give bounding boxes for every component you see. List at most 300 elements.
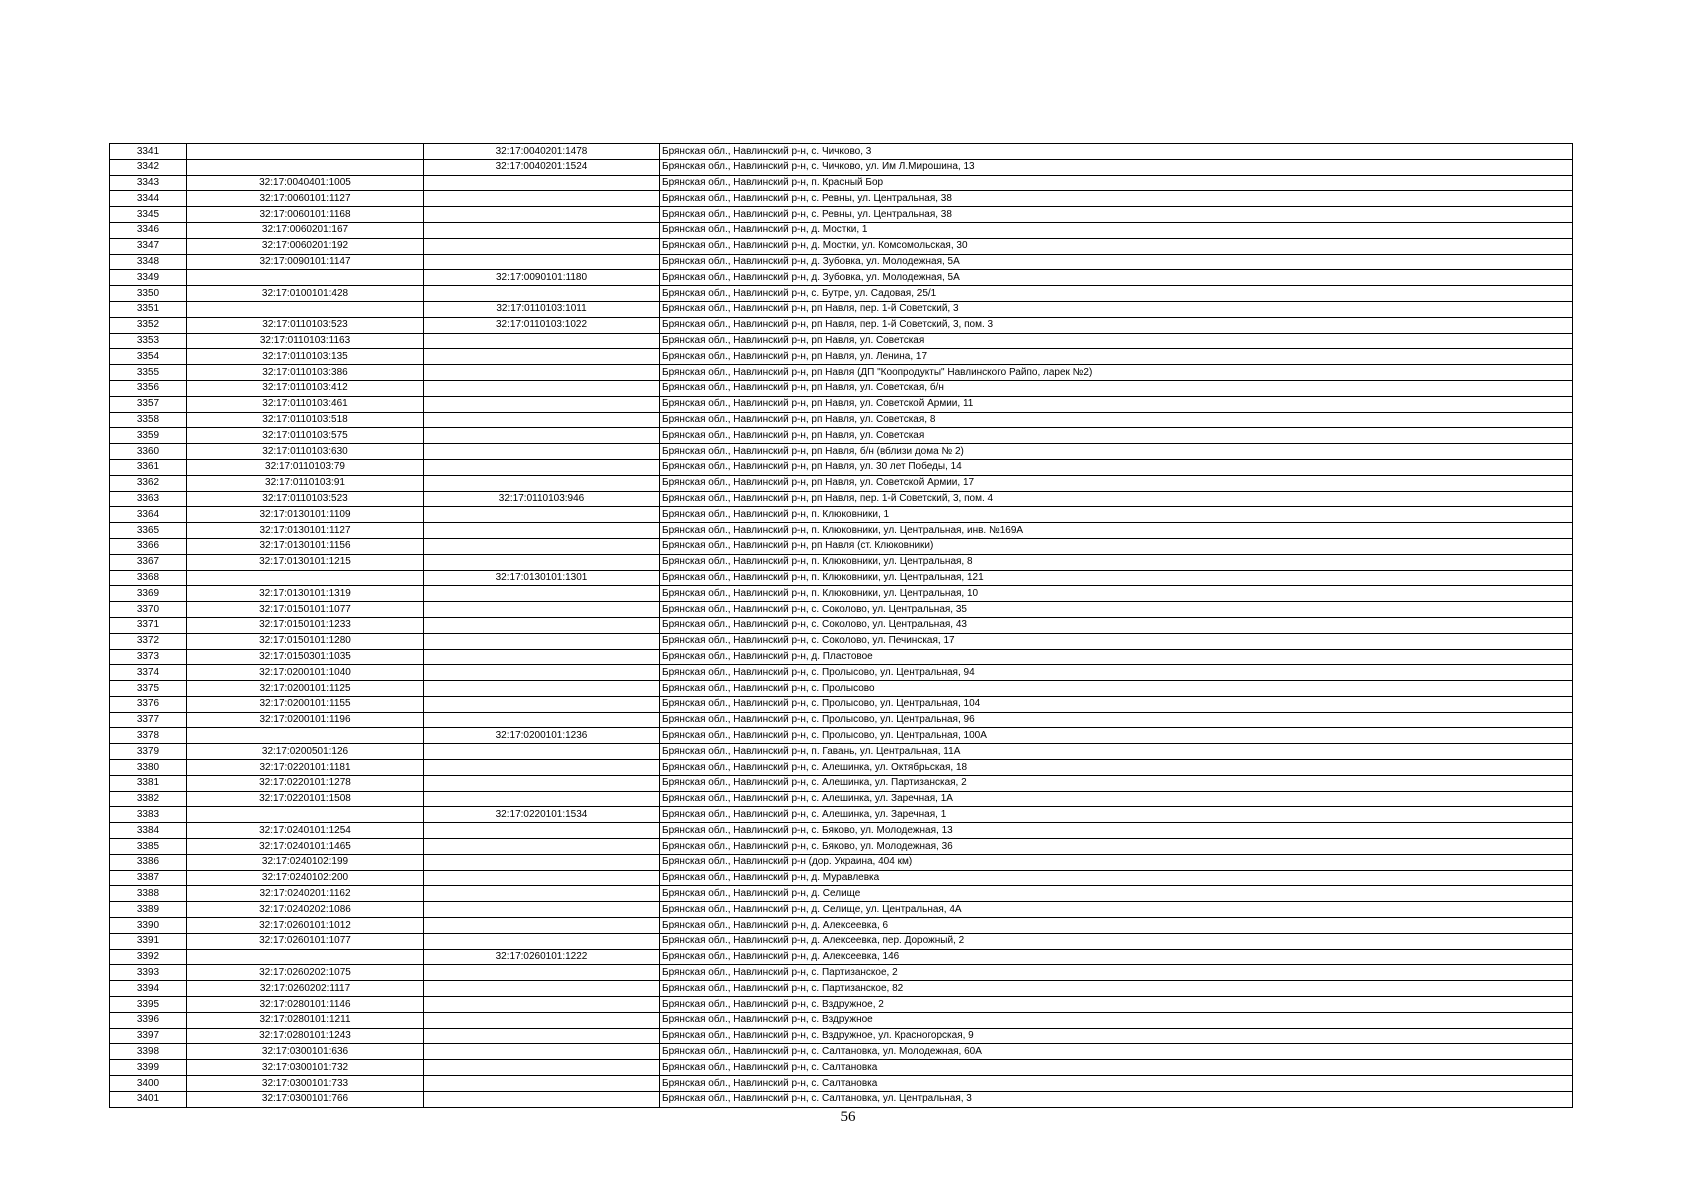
row-number-cell: 3401 <box>110 1091 187 1107</box>
cadastral-number-cell: 32:17:0110103:386 <box>187 365 424 381</box>
cadastral-number-cell: 32:17:0150101:1280 <box>187 633 424 649</box>
table-row <box>110 333 1573 349</box>
related-cadastral-number-cell <box>424 870 660 886</box>
table-row <box>110 444 1573 460</box>
cadastral-number-cell <box>187 270 424 286</box>
row-number-cell: 3344 <box>110 191 187 207</box>
cadastral-number-cell: 32:17:0220101:1278 <box>187 775 424 791</box>
row-number-cell: 3365 <box>110 523 187 539</box>
table-row <box>110 254 1573 270</box>
cadastral-number-cell: 32:17:0040401:1005 <box>187 175 424 191</box>
address-cell: Брянская обл., Навлинский р-н, д. Алексеевка, 146 <box>660 949 1573 965</box>
table-row <box>110 412 1573 428</box>
row-number-cell: 3371 <box>110 617 187 633</box>
address-cell: Брянская обл., Навлинский р-н, с. Вздружное, 2 <box>660 997 1573 1013</box>
cadastral-number-cell: 32:17:0280101:1211 <box>187 1012 424 1028</box>
table-row <box>110 301 1573 317</box>
cadastral-number-cell: 32:17:0110103:575 <box>187 428 424 444</box>
address-cell: Брянская обл., Навлинский р-н, рп Навля (ДП "Коопродукты" Навлинского Райпо, ларек №2) <box>660 365 1573 381</box>
address-cell: Брянская обл., Навлинский р-н, рп Навля (ст. Клюковники) <box>660 538 1573 554</box>
cadastral-number-cell <box>187 159 424 175</box>
cadastral-number-cell: 32:17:0200501:126 <box>187 744 424 760</box>
row-number-cell: 3398 <box>110 1044 187 1060</box>
address-cell: Брянская обл., Навлинский р-н, п. Гавань, ул. Центральная, 11А <box>660 744 1573 760</box>
related-cadastral-number-cell <box>424 886 660 902</box>
row-number-cell: 3350 <box>110 286 187 302</box>
related-cadastral-number-cell <box>424 207 660 223</box>
address-cell: Брянская обл., Навлинский р-н, п. Клюковники, ул. Центральная, инв. №169А <box>660 523 1573 539</box>
table-row <box>110 349 1573 365</box>
related-cadastral-number-cell <box>424 602 660 618</box>
related-cadastral-number-cell <box>424 744 660 760</box>
address-cell: Брянская обл., Навлинский р-н, д. Алексеевка, пер. Дорожный, 2 <box>660 933 1573 949</box>
related-cadastral-number-cell <box>424 1091 660 1107</box>
related-cadastral-number-cell <box>424 444 660 460</box>
table-row <box>110 981 1573 997</box>
related-cadastral-number-cell <box>424 681 660 697</box>
row-number-cell: 3372 <box>110 633 187 649</box>
related-cadastral-number-cell <box>424 428 660 444</box>
related-cadastral-number-cell <box>424 902 660 918</box>
cadastral-number-cell: 32:17:0130101:1127 <box>187 523 424 539</box>
table-row <box>110 870 1573 886</box>
address-cell: Брянская обл., Навлинский р-н, с. Чичково, 3 <box>660 144 1573 160</box>
table-row <box>110 507 1573 523</box>
address-cell: Брянская обл., Навлинский р-н, с. Соколово, ул. Центральная, 35 <box>660 602 1573 618</box>
address-cell: Брянская обл., Навлинский р-н, с. Ревны, ул. Центральная, 38 <box>660 191 1573 207</box>
address-cell: Брянская обл., Навлинский р-н, рп Навля, ул. Советской Армии, 17 <box>660 475 1573 491</box>
related-cadastral-number-cell <box>424 412 660 428</box>
row-number-cell: 3391 <box>110 933 187 949</box>
row-number-cell: 3361 <box>110 459 187 475</box>
registry-table <box>109 143 1573 1108</box>
address-cell: Брянская обл., Навлинский р-н, с. Вздружное, ул. Красногорская, 9 <box>660 1028 1573 1044</box>
address-cell: Брянская обл., Навлинский р-н, с. Бутре, ул. Садовая, 25/1 <box>660 286 1573 302</box>
cadastral-number-cell: 32:17:0220101:1181 <box>187 760 424 776</box>
row-number-cell: 3356 <box>110 380 187 396</box>
cadastral-number-cell: 32:17:0280101:1243 <box>187 1028 424 1044</box>
row-number-cell: 3381 <box>110 775 187 791</box>
cadastral-number-cell: 32:17:0060101:1127 <box>187 191 424 207</box>
row-number-cell: 3392 <box>110 949 187 965</box>
address-cell: Брянская обл., Навлинский р-н, п. Клюковники, 1 <box>660 507 1573 523</box>
row-number-cell: 3355 <box>110 365 187 381</box>
table-row <box>110 839 1573 855</box>
row-number-cell: 3399 <box>110 1060 187 1076</box>
address-cell: Брянская обл., Навлинский р-н, с. Чичково, ул. Им Л.Мирошина, 13 <box>660 159 1573 175</box>
cadastral-number-cell: 32:17:0240101:1254 <box>187 823 424 839</box>
related-cadastral-number-cell <box>424 617 660 633</box>
cadastral-number-cell: 32:17:0110103:518 <box>187 412 424 428</box>
related-cadastral-number-cell <box>424 665 660 681</box>
table-row <box>110 760 1573 776</box>
cadastral-number-cell <box>187 728 424 744</box>
cadastral-number-cell <box>187 807 424 823</box>
related-cadastral-number-cell <box>424 507 660 523</box>
related-cadastral-number-cell <box>424 523 660 539</box>
table-row <box>110 191 1573 207</box>
address-cell: Брянская обл., Навлинский р-н, с. Соколово, ул. Печинская, 17 <box>660 633 1573 649</box>
row-number-cell: 3366 <box>110 538 187 554</box>
table-row <box>110 144 1573 160</box>
related-cadastral-number-cell <box>424 459 660 475</box>
address-cell: Брянская обл., Навлинский р-н, рп Навля, ул. Советская <box>660 333 1573 349</box>
related-cadastral-number-cell <box>424 854 660 870</box>
table-row <box>110 744 1573 760</box>
address-cell: Брянская обл., Навлинский р-н, с. Алешинка, ул. Партизанская, 2 <box>660 775 1573 791</box>
row-number-cell: 3360 <box>110 444 187 460</box>
table-row <box>110 775 1573 791</box>
table-row <box>110 681 1573 697</box>
address-cell: Брянская обл., Навлинский р-н, с. Салтановка, ул. Центральная, 3 <box>660 1091 1573 1107</box>
related-cadastral-number-cell <box>424 965 660 981</box>
cadastral-number-cell: 32:17:0110103:1163 <box>187 333 424 349</box>
address-cell: Брянская обл., Навлинский р-н (дор. Украина, 404 км) <box>660 854 1573 870</box>
table-row <box>110 570 1573 586</box>
row-number-cell: 3379 <box>110 744 187 760</box>
address-cell: Брянская обл., Навлинский р-н, с. Бяково, ул. Молодежная, 36 <box>660 839 1573 855</box>
row-number-cell: 3393 <box>110 965 187 981</box>
cadastral-number-cell: 32:17:0240101:1465 <box>187 839 424 855</box>
table-row <box>110 459 1573 475</box>
cadastral-number-cell: 32:17:0200101:1125 <box>187 681 424 697</box>
table-row <box>110 854 1573 870</box>
table-row <box>110 538 1573 554</box>
related-cadastral-number-cell <box>424 238 660 254</box>
address-cell: Брянская обл., Навлинский р-н, с. Салтановка <box>660 1060 1573 1076</box>
related-cadastral-number-cell <box>424 365 660 381</box>
address-cell: Брянская обл., Навлинский р-н, п. Клюковники, ул. Центральная, 8 <box>660 554 1573 570</box>
row-number-cell: 3396 <box>110 1012 187 1028</box>
table-row <box>110 317 1573 333</box>
address-cell: Брянская обл., Навлинский р-н, с. Алешинка, ул. Заречная, 1А <box>660 791 1573 807</box>
address-cell: Брянская обл., Навлинский р-н, с. Пролысово <box>660 681 1573 697</box>
cadastral-number-cell: 32:17:0110103:523 <box>187 491 424 507</box>
related-cadastral-number-cell <box>424 1060 660 1076</box>
table-row <box>110 238 1573 254</box>
address-cell: Брянская обл., Навлинский р-н, с. Пролысово, ул. Центральная, 96 <box>660 712 1573 728</box>
registry-table-body <box>110 144 1573 1108</box>
cadastral-number-cell: 32:17:0130101:1109 <box>187 507 424 523</box>
cadastral-number-cell <box>187 949 424 965</box>
related-cadastral-number-cell <box>424 554 660 570</box>
table-row <box>110 365 1573 381</box>
page-number: 56 <box>840 1109 856 1125</box>
cadastral-number-cell <box>187 570 424 586</box>
cadastral-number-cell: 32:17:0150301:1035 <box>187 649 424 665</box>
related-cadastral-number-cell <box>424 823 660 839</box>
address-cell: Брянская обл., Навлинский р-н, д. Пластовое <box>660 649 1573 665</box>
related-cadastral-number-cell <box>424 286 660 302</box>
row-number-cell: 3342 <box>110 159 187 175</box>
table-row <box>110 1012 1573 1028</box>
row-number-cell: 3358 <box>110 412 187 428</box>
table-row <box>110 286 1573 302</box>
address-cell: Брянская обл., Навлинский р-н, с. Бяково, ул. Молодежная, 13 <box>660 823 1573 839</box>
related-cadastral-number-cell <box>424 333 660 349</box>
table-row <box>110 222 1573 238</box>
cadastral-number-cell: 32:17:0110103:135 <box>187 349 424 365</box>
table-row <box>110 997 1573 1013</box>
cadastral-number-cell: 32:17:0060201:192 <box>187 238 424 254</box>
table-row <box>110 586 1573 602</box>
address-cell: Брянская обл., Навлинский р-н, с. Соколово, ул. Центральная, 43 <box>660 617 1573 633</box>
table-row <box>110 207 1573 223</box>
row-number-cell: 3386 <box>110 854 187 870</box>
address-cell: Брянская обл., Навлинский р-н, рп Навля, б/н (вблизи дома № 2) <box>660 444 1573 460</box>
table-row <box>110 665 1573 681</box>
table-row <box>110 523 1573 539</box>
table-row <box>110 554 1573 570</box>
address-cell: Брянская обл., Навлинский р-н, д. Селище, ул. Центральная, 4А <box>660 902 1573 918</box>
row-number-cell: 3388 <box>110 886 187 902</box>
row-number-cell: 3364 <box>110 507 187 523</box>
row-number-cell: 3400 <box>110 1076 187 1092</box>
row-number-cell: 3343 <box>110 175 187 191</box>
table-row <box>110 396 1573 412</box>
cadastral-number-cell: 32:17:0060201:167 <box>187 222 424 238</box>
cadastral-number-cell <box>187 144 424 160</box>
table-row <box>110 270 1573 286</box>
cadastral-number-cell: 32:17:0150101:1233 <box>187 617 424 633</box>
row-number-cell: 3383 <box>110 807 187 823</box>
cadastral-number-cell: 32:17:0150101:1077 <box>187 602 424 618</box>
row-number-cell: 3341 <box>110 144 187 160</box>
related-cadastral-number-cell <box>424 997 660 1013</box>
address-cell: Брянская обл., Навлинский р-н, д. Муравлевка <box>660 870 1573 886</box>
address-cell: Брянская обл., Навлинский р-н, с. Салтановка, ул. Молодежная, 60А <box>660 1044 1573 1060</box>
cadastral-number-cell: 32:17:0220101:1508 <box>187 791 424 807</box>
table-row <box>110 696 1573 712</box>
address-cell: Брянская обл., Навлинский р-н, д. Зубовка, ул. Молодежная, 5А <box>660 270 1573 286</box>
related-cadastral-number-cell <box>424 696 660 712</box>
row-number-cell: 3373 <box>110 649 187 665</box>
cadastral-number-cell: 32:17:0110103:91 <box>187 475 424 491</box>
related-cadastral-number-cell <box>424 839 660 855</box>
related-cadastral-number-cell <box>424 918 660 934</box>
table-row <box>110 1028 1573 1044</box>
related-cadastral-number-cell <box>424 191 660 207</box>
row-number-cell: 3374 <box>110 665 187 681</box>
related-cadastral-number-cell <box>424 586 660 602</box>
cadastral-number-cell: 32:17:0110103:630 <box>187 444 424 460</box>
cadastral-number-cell: 32:17:0130101:1156 <box>187 538 424 554</box>
address-cell: Брянская обл., Навлинский р-н, д. Мостки, 1 <box>660 222 1573 238</box>
related-cadastral-number-cell <box>424 396 660 412</box>
cadastral-number-cell: 32:17:0300101:733 <box>187 1076 424 1092</box>
related-cadastral-number-cell: 32:17:0110103:946 <box>424 491 660 507</box>
address-cell: Брянская обл., Навлинский р-н, с. Алешинка, ул. Заречная, 1 <box>660 807 1573 823</box>
related-cadastral-number-cell <box>424 1028 660 1044</box>
related-cadastral-number-cell <box>424 1012 660 1028</box>
related-cadastral-number-cell: 32:17:0200101:1236 <box>424 728 660 744</box>
table-row <box>110 712 1573 728</box>
address-cell: Брянская обл., Навлинский р-н, д. Алексеевка, 6 <box>660 918 1573 934</box>
related-cadastral-number-cell: 32:17:0110103:1022 <box>424 317 660 333</box>
row-number-cell: 3357 <box>110 396 187 412</box>
row-number-cell: 3353 <box>110 333 187 349</box>
address-cell: Брянская обл., Навлинский р-н, с. Ревны, ул. Центральная, 38 <box>660 207 1573 223</box>
related-cadastral-number-cell <box>424 933 660 949</box>
table-row <box>110 807 1573 823</box>
address-cell: Брянская обл., Навлинский р-н, рп Навля, ул. Советская <box>660 428 1573 444</box>
address-cell: Брянская обл., Навлинский р-н, с. Пролысово, ул. Центральная, 100А <box>660 728 1573 744</box>
related-cadastral-number-cell <box>424 380 660 396</box>
table-row <box>110 649 1573 665</box>
table-row <box>110 965 1573 981</box>
table-row <box>110 475 1573 491</box>
address-cell: Брянская обл., Навлинский р-н, рп Навля, пер. 1-й Советский, 3 <box>660 301 1573 317</box>
related-cadastral-number-cell <box>424 633 660 649</box>
address-cell: Брянская обл., Навлинский р-н, с. Партизанское, 82 <box>660 981 1573 997</box>
table-row <box>110 1091 1573 1107</box>
address-cell: Брянская обл., Навлинский р-н, д. Зубовка, ул. Молодежная, 5А <box>660 254 1573 270</box>
related-cadastral-number-cell <box>424 475 660 491</box>
related-cadastral-number-cell: 32:17:0130101:1301 <box>424 570 660 586</box>
row-number-cell: 3351 <box>110 301 187 317</box>
table-row <box>110 1060 1573 1076</box>
address-cell: Брянская обл., Навлинский р-н, д. Селище <box>660 886 1573 902</box>
row-number-cell: 3384 <box>110 823 187 839</box>
address-cell: Брянская обл., Навлинский р-н, с. Пролысово, ул. Центральная, 104 <box>660 696 1573 712</box>
row-number-cell: 3380 <box>110 760 187 776</box>
row-number-cell: 3352 <box>110 317 187 333</box>
related-cadastral-number-cell: 32:17:0260101:1222 <box>424 949 660 965</box>
cadastral-number-cell: 32:17:0110103:412 <box>187 380 424 396</box>
table-row <box>110 886 1573 902</box>
related-cadastral-number-cell <box>424 222 660 238</box>
table-row <box>110 949 1573 965</box>
row-number-cell: 3395 <box>110 997 187 1013</box>
row-number-cell: 3376 <box>110 696 187 712</box>
cadastral-number-cell: 32:17:0130101:1319 <box>187 586 424 602</box>
table-row <box>110 1076 1573 1092</box>
address-cell: Брянская обл., Навлинский р-н, п. Клюковники, ул. Центральная, 121 <box>660 570 1573 586</box>
cadastral-number-cell: 32:17:0300101:766 <box>187 1091 424 1107</box>
row-number-cell: 3397 <box>110 1028 187 1044</box>
cadastral-number-cell: 32:17:0280101:1146 <box>187 997 424 1013</box>
table-row <box>110 902 1573 918</box>
row-number-cell: 3375 <box>110 681 187 697</box>
address-cell: Брянская обл., Навлинский р-н, рп Навля, ул. 30 лет Победы, 14 <box>660 459 1573 475</box>
row-number-cell: 3377 <box>110 712 187 728</box>
address-cell: Брянская обл., Навлинский р-н, с. Алешинка, ул. Октябрьская, 18 <box>660 760 1573 776</box>
related-cadastral-number-cell <box>424 981 660 997</box>
cadastral-number-cell: 32:17:0200101:1040 <box>187 665 424 681</box>
row-number-cell: 3362 <box>110 475 187 491</box>
row-number-cell: 3389 <box>110 902 187 918</box>
related-cadastral-number-cell: 32:17:0040201:1478 <box>424 144 660 160</box>
table-row <box>110 602 1573 618</box>
row-number-cell: 3363 <box>110 491 187 507</box>
address-cell: Брянская обл., Навлинский р-н, рп Навля, ул. Советской Армии, 11 <box>660 396 1573 412</box>
table-row <box>110 1044 1573 1060</box>
row-number-cell: 3346 <box>110 222 187 238</box>
cadastral-number-cell: 32:17:0260101:1012 <box>187 918 424 934</box>
table-row <box>110 918 1573 934</box>
row-number-cell: 3359 <box>110 428 187 444</box>
table-row <box>110 428 1573 444</box>
table-row <box>110 728 1573 744</box>
table-row <box>110 175 1573 191</box>
row-number-cell: 3370 <box>110 602 187 618</box>
row-number-cell: 3348 <box>110 254 187 270</box>
address-cell: Брянская обл., Навлинский р-н, рп Навля, пер. 1-й Советский, 3, пом. 3 <box>660 317 1573 333</box>
cadastral-number-cell: 32:17:0110103:79 <box>187 459 424 475</box>
related-cadastral-number-cell <box>424 349 660 365</box>
address-cell: Брянская обл., Навлинский р-н, рп Навля, ул. Советская, 8 <box>660 412 1573 428</box>
cadastral-number-cell: 32:17:0200101:1196 <box>187 712 424 728</box>
cadastral-number-cell: 32:17:0090101:1147 <box>187 254 424 270</box>
cadastral-number-cell: 32:17:0240201:1162 <box>187 886 424 902</box>
related-cadastral-number-cell <box>424 1076 660 1092</box>
row-number-cell: 3382 <box>110 791 187 807</box>
table-row <box>110 380 1573 396</box>
related-cadastral-number-cell: 32:17:0040201:1524 <box>424 159 660 175</box>
cadastral-number-cell: 32:17:0060101:1168 <box>187 207 424 223</box>
cadastral-number-cell: 32:17:0110103:461 <box>187 396 424 412</box>
cadastral-number-cell: 32:17:0240102:199 <box>187 854 424 870</box>
cadastral-number-cell: 32:17:0260202:1117 <box>187 981 424 997</box>
related-cadastral-number-cell: 32:17:0090101:1180 <box>424 270 660 286</box>
related-cadastral-number-cell <box>424 538 660 554</box>
table-row <box>110 823 1573 839</box>
row-number-cell: 3368 <box>110 570 187 586</box>
related-cadastral-number-cell: 32:17:0220101:1534 <box>424 807 660 823</box>
related-cadastral-number-cell <box>424 649 660 665</box>
row-number-cell: 3347 <box>110 238 187 254</box>
row-number-cell: 3378 <box>110 728 187 744</box>
cadastral-number-cell: 32:17:0130101:1215 <box>187 554 424 570</box>
address-cell: Брянская обл., Навлинский р-н, рп Навля, пер. 1-й Советский, 3, пом. 4 <box>660 491 1573 507</box>
row-number-cell: 3345 <box>110 207 187 223</box>
cadastral-number-cell: 32:17:0200101:1155 <box>187 696 424 712</box>
row-number-cell: 3349 <box>110 270 187 286</box>
related-cadastral-number-cell <box>424 175 660 191</box>
address-cell: Брянская обл., Навлинский р-н, рп Навля, ул. Ленина, 17 <box>660 349 1573 365</box>
address-cell: Брянская обл., Навлинский р-н, п. Клюковники, ул. Центральная, 10 <box>660 586 1573 602</box>
table-row <box>110 491 1573 507</box>
related-cadastral-number-cell <box>424 775 660 791</box>
table-row <box>110 791 1573 807</box>
address-cell: Брянская обл., Навлинский р-н, с. Партизанское, 2 <box>660 965 1573 981</box>
related-cadastral-number-cell <box>424 1044 660 1060</box>
address-cell: Брянская обл., Навлинский р-н, с. Вздружное <box>660 1012 1573 1028</box>
row-number-cell: 3367 <box>110 554 187 570</box>
cadastral-number-cell: 32:17:0260101:1077 <box>187 933 424 949</box>
related-cadastral-number-cell: 32:17:0110103:1011 <box>424 301 660 317</box>
cadastral-number-cell: 32:17:0260202:1075 <box>187 965 424 981</box>
cadastral-number-cell: 32:17:0100101:428 <box>187 286 424 302</box>
row-number-cell: 3387 <box>110 870 187 886</box>
row-number-cell: 3385 <box>110 839 187 855</box>
row-number-cell: 3390 <box>110 918 187 934</box>
table-row <box>110 633 1573 649</box>
address-cell: Брянская обл., Навлинский р-н, д. Мостки, ул. Комсомольская, 30 <box>660 238 1573 254</box>
cadastral-number-cell: 32:17:0300101:636 <box>187 1044 424 1060</box>
row-number-cell: 3354 <box>110 349 187 365</box>
address-cell: Брянская обл., Навлинский р-н, с. Пролысово, ул. Центральная, 94 <box>660 665 1573 681</box>
address-cell: Брянская обл., Навлинский р-н, рп Навля, ул. Советская, б/н <box>660 380 1573 396</box>
related-cadastral-number-cell <box>424 760 660 776</box>
table-row <box>110 159 1573 175</box>
table-row <box>110 617 1573 633</box>
cadastral-number-cell: 32:17:0110103:523 <box>187 317 424 333</box>
related-cadastral-number-cell <box>424 791 660 807</box>
cadastral-number-cell: 32:17:0240202:1086 <box>187 902 424 918</box>
related-cadastral-number-cell <box>424 254 660 270</box>
address-cell: Брянская обл., Навлинский р-н, с. Салтановка <box>660 1076 1573 1092</box>
